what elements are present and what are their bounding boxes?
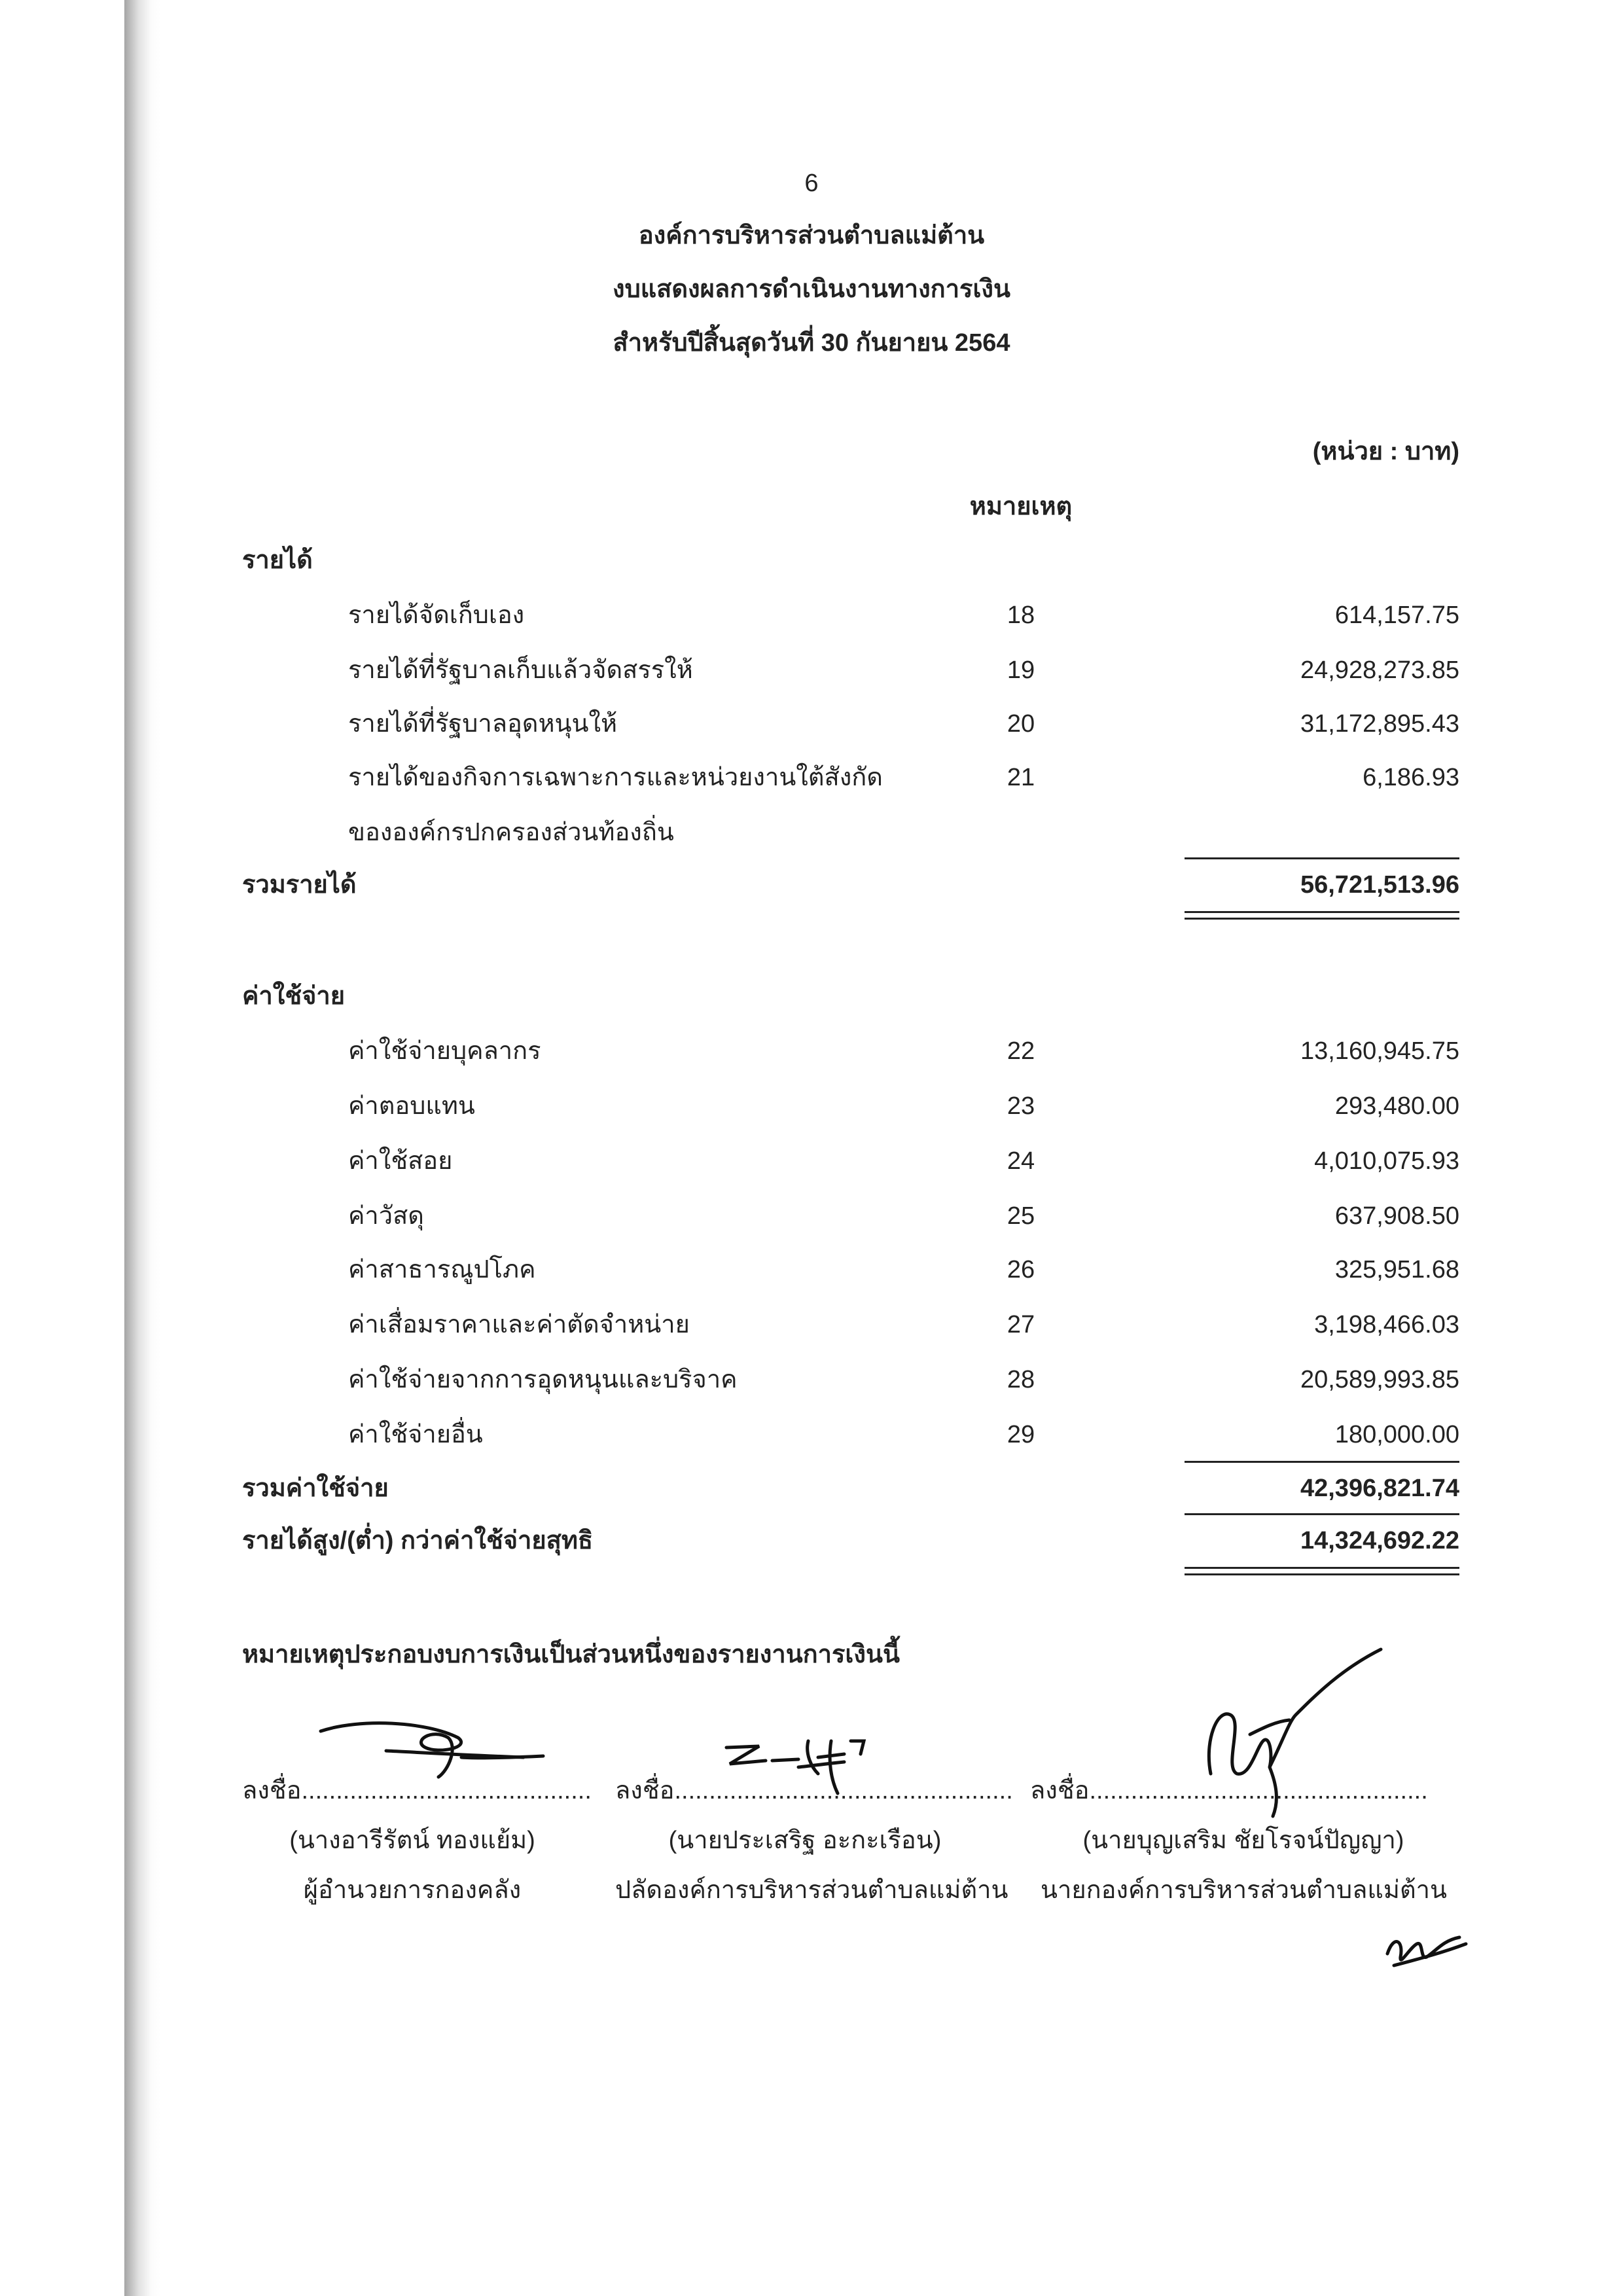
expenses-heading: ค่าใช้จ่าย — [242, 982, 345, 1010]
revenue-total-label: รวมรายได้ — [242, 871, 357, 899]
revenue-item-note: 19 — [1007, 656, 1035, 684]
net-result-label: รายได้สูง/(ต่ำ) กว่าค่าใช้จ่ายสุทธิ — [242, 1527, 594, 1554]
revenue-item-note: 18 — [1007, 601, 1035, 629]
expense-item-note: 25 — [1007, 1202, 1035, 1230]
signer-position-2: ปลัดองค์การบริหารส่วนตำบลแม่ต้าน — [615, 1876, 1008, 1904]
revenue-item-amount: 614,157.75 — [1334, 601, 1459, 629]
expense-item-label: ค่าเสื่อมราคาและค่าตัดจำหน่าย — [348, 1311, 690, 1338]
scan-shadow-edge — [124, 0, 160, 2296]
expense-item-note: 29 — [1007, 1421, 1035, 1448]
expense-item-note: 24 — [1007, 1147, 1035, 1175]
expense-item-amount: 4,010,075.93 — [1314, 1147, 1459, 1175]
expenses-total-label: รวมค่าใช้จ่าย — [242, 1475, 389, 1502]
revenue-item-label: รายได้ที่รัฐบาลอุดหนุนให้ — [348, 710, 618, 738]
expense-item-amount: 325,951.68 — [1334, 1256, 1459, 1283]
revenue-item-label: รายได้จัดเก็บเอง — [348, 601, 525, 629]
revenue-item-amount: 24,928,273.85 — [1300, 656, 1459, 684]
revenue-item-amount: 6,186.93 — [1363, 764, 1459, 791]
revenue-item-label: รายได้ที่รัฐบาลเก็บแล้วจัดสรรให้ — [348, 656, 693, 684]
expense-item-note: 22 — [1007, 1037, 1035, 1065]
unit-label: (หน่วย : บาท) — [1312, 438, 1459, 465]
revenue-total-top-rule — [1185, 857, 1459, 859]
revenue-heading: รายได้ — [242, 547, 313, 574]
expense-item-label: ค่าใช้สอย — [348, 1147, 453, 1175]
revenue-item-label-continued: ขององค์กรปกครองส่วนท้องถิ่น — [348, 819, 674, 846]
expense-item-amount: 13,160,945.75 — [1300, 1037, 1459, 1065]
expenses-total-amount: 42,396,821.74 — [1300, 1475, 1459, 1502]
expense-item-note: 28 — [1007, 1366, 1035, 1393]
revenue-item-label: รายได้ของกิจการเฉพาะการและหน่วยงานใต้สังกัด — [348, 764, 883, 791]
signer-position-1: ผู้อำนวยการกองคลัง — [303, 1876, 522, 1904]
expense-item-amount: 180,000.00 — [1334, 1421, 1459, 1448]
net-double-rule-1 — [1185, 1567, 1459, 1569]
expense-item-label: ค่าวัสดุ — [348, 1202, 424, 1230]
expense-item-label: ค่าใช้จ่ายจากการอุดหนุนและบริจาค — [348, 1366, 738, 1393]
expense-item-label: ค่าใช้จ่ายบุคลากร — [348, 1037, 541, 1065]
revenue-item-note: 21 — [1007, 764, 1035, 791]
revenue-item-amount: 31,172,895.43 — [1300, 710, 1459, 738]
signature-line-2: ลงชื่อ................................................. — [615, 1777, 1013, 1804]
expense-item-label: ค่าตอบแทน — [348, 1092, 475, 1120]
revenue-item-note: 20 — [1007, 710, 1035, 738]
signer-position-3: นายกองค์การบริหารส่วนตำบลแม่ต้าน — [1041, 1876, 1447, 1904]
expense-item-amount: 3,198,466.03 — [1314, 1311, 1459, 1338]
net-double-rule-2 — [1185, 1573, 1459, 1575]
signature-line-1: ลงชื่อ.......................................... — [242, 1777, 592, 1804]
signer-name-3: (นายบุญเสริม ชัยโรจน์ปัญญา) — [1082, 1827, 1404, 1854]
expense-item-amount: 637,908.50 — [1334, 1202, 1459, 1230]
statement-period: สำหรับปีสิ้นสุดวันที่ 30 กันยายน 2564 — [613, 329, 1010, 357]
net-top-rule — [1185, 1513, 1459, 1515]
expense-item-note: 26 — [1007, 1256, 1035, 1283]
initials-mark — [1381, 1921, 1472, 1973]
page-number: 6 — [804, 170, 819, 197]
revenue-total-double-rule-1 — [1185, 911, 1459, 913]
signer-name-2: (นายประเสริฐ อะกะเรือน) — [668, 1827, 942, 1854]
signer-name-1: (นางอารีรัตน์ ทองแย้ม) — [289, 1827, 535, 1854]
revenue-total-amount: 56,721,513.96 — [1300, 871, 1459, 899]
net-result-amount: 14,324,692.22 — [1300, 1527, 1459, 1554]
expense-item-note: 23 — [1007, 1092, 1035, 1120]
expense-item-note: 27 — [1007, 1311, 1035, 1338]
note-column-header: หมายเหตุ — [969, 493, 1073, 520]
expense-item-amount: 293,480.00 — [1334, 1092, 1459, 1120]
expenses-total-top-rule — [1185, 1461, 1459, 1463]
signature-line-3: ลงชื่อ................................................. — [1030, 1777, 1428, 1804]
footnote: หมายเหตุประกอบงบการเงินเป็นส่วนหนึ่งของรายงานการเงินนี้ — [242, 1641, 900, 1668]
revenue-total-double-rule-2 — [1185, 918, 1459, 920]
expense-item-amount: 20,589,993.85 — [1300, 1366, 1459, 1393]
expense-item-label: ค่าใช้จ่ายอื่น — [348, 1421, 483, 1448]
statement-title: งบแสดงผลการดำเนินงานทางการเงิน — [613, 276, 1010, 303]
organization-name: องค์การบริหารส่วนตำบลแม่ต้าน — [638, 222, 985, 249]
expense-item-label: ค่าสาธารณูปโภค — [348, 1256, 536, 1283]
